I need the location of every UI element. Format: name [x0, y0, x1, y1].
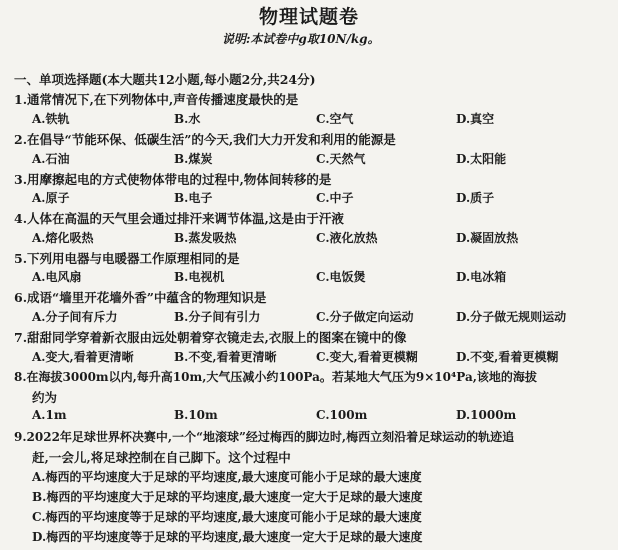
question-7-stem: 7.甜甜同学穿着新衣服由远处朝着穿衣镜走去,衣服上的图案在镜中的像	[14, 330, 407, 345]
question-9-option-b: B.梅西的平均速度大于足球的平均速度,最大速度一定大于足球的最大速度	[32, 490, 423, 504]
question-3-stem: 3.用摩擦起电的方式使物体带电的过程中,物体间转移的是	[14, 172, 332, 187]
question-8-options	[32, 408, 612, 426]
question-9-stem: 9.2022年足球世界杯决赛中,一个“地滚球”经过梅西的脚边时,梅西立刻沿着足球运动的轨迹追	[14, 430, 515, 444]
option-c: C.天然气	[316, 152, 366, 166]
paper-note: 说明:本试卷中g取10N/kg。	[222, 32, 380, 46]
option-a: A.铁轨	[32, 112, 70, 126]
option-c: C.100m	[316, 408, 368, 422]
option-d: D.质子	[456, 191, 495, 205]
option-c: C.空气	[316, 112, 354, 126]
question-8-stem: 8.在海拔3000m以内,每升高10m,大气压减小约100Pa。若某地大气压为9×10⁴Pa,该地的海拔	[14, 370, 537, 384]
question-9-stem-continued: 赶,一会儿,将足球控制在自己脚下。这个过程中	[32, 450, 291, 465]
option-a: A.1m	[32, 408, 67, 422]
option-c: C.变大,看着更模糊	[316, 350, 418, 364]
question-8-stem-continued: 约为	[32, 390, 58, 405]
option-d: D.电冰箱	[456, 270, 507, 284]
question-6-stem: 6.成语“墙里开花墙外香”中蕴含的物理知识是	[14, 290, 267, 305]
question-5-options	[32, 268, 612, 286]
option-d: D.不变,看着更模糊	[456, 350, 559, 364]
option-b: B.蒸发吸热	[174, 231, 237, 245]
option-a: A.原子	[32, 191, 70, 205]
option-b: B.分子间有引力	[174, 310, 261, 324]
question-2-options	[32, 150, 612, 168]
question-9-option-a: A.梅西的平均速度大于足球的平均速度,最大速度可能小于足球的最大速度	[32, 470, 422, 484]
question-9-option-d: D.梅西的平均速度等于足球的平均速度,最大速度一定大于足球的最大速度	[32, 530, 423, 544]
option-c: C.中子	[316, 191, 354, 205]
option-d: D.凝固放热	[456, 231, 519, 245]
option-b: B.煤炭	[174, 152, 213, 166]
option-d: D.1000m	[456, 408, 517, 422]
option-c: C.液化放热	[316, 231, 378, 245]
section-heading: 一、单项选择题(本大题共12小题,每小题2分,共24分)	[14, 72, 316, 87]
question-6-options	[32, 308, 612, 326]
question-1-stem: 1.通常情况下,在下列物体中,声音传播速度最快的是	[14, 92, 299, 107]
option-b: B.水	[174, 112, 201, 126]
question-1-options	[32, 110, 612, 128]
option-d: D.分子做无规则运动	[456, 310, 567, 324]
question-3-options	[32, 189, 612, 207]
option-b: B.10m	[174, 408, 218, 422]
option-a: A.熔化吸热	[32, 231, 94, 245]
option-d: D.真空	[456, 112, 495, 126]
option-a: A.分子间有斥力	[32, 310, 118, 324]
option-a: A.电风扇	[32, 270, 82, 284]
question-4-stem: 4.人体在高温的天气里会通过排汗来调节体温,这是由于汗液	[14, 211, 344, 226]
question-2-stem: 2.在倡导“节能环保、低碳生活”的今天,我们大力开发和利用的能源是	[14, 132, 396, 147]
option-b: B.不变,看着更清晰	[174, 350, 277, 364]
paper-title: 物理试题卷	[258, 6, 359, 28]
question-9-option-c: C.梅西的平均速度等于足球的平均速度,最大速度可能小于足球的最大速度	[32, 510, 422, 524]
option-c: C.分子做定向运动	[316, 310, 414, 324]
question-5-stem: 5.下列用电器与电暖器工作原理相同的是	[14, 251, 240, 266]
question-4-options	[32, 229, 612, 247]
option-b: B.电视机	[174, 270, 225, 284]
option-a: A.石油	[32, 152, 70, 166]
option-c: C.电饭煲	[316, 270, 366, 284]
question-7-options	[32, 348, 612, 366]
option-b: B.电子	[174, 191, 213, 205]
option-d: D.太阳能	[456, 152, 507, 166]
option-a: A.变大,看着更清晰	[32, 350, 134, 364]
